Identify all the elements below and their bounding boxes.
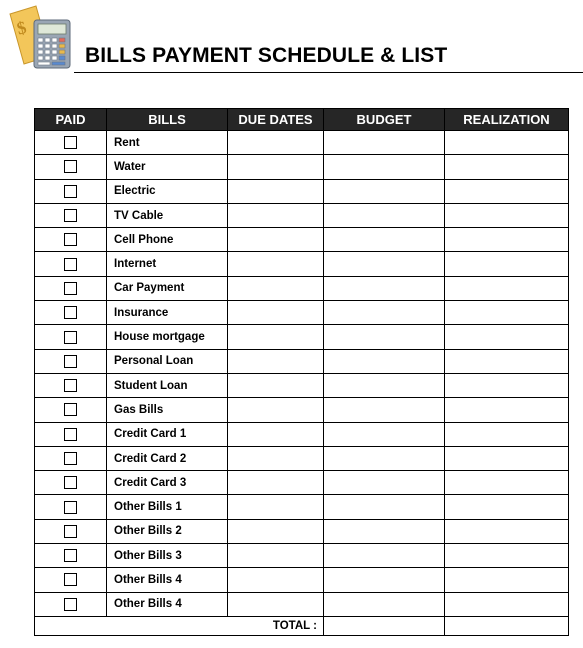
paid-cell <box>35 495 107 519</box>
paid-cell <box>35 398 107 422</box>
table-row <box>35 203 569 227</box>
paid-checkbox[interactable] <box>64 428 77 441</box>
table-row <box>35 568 569 592</box>
due-date-cell[interactable] <box>228 446 324 470</box>
due-date-cell[interactable] <box>228 276 324 300</box>
paid-cell <box>35 373 107 397</box>
table-row <box>35 252 569 276</box>
paid-checkbox[interactable] <box>64 452 77 465</box>
table-row <box>35 325 569 349</box>
budget-cell[interactable] <box>324 301 445 325</box>
budget-cell[interactable] <box>324 519 445 543</box>
table-row <box>35 592 569 616</box>
paid-checkbox[interactable] <box>64 209 77 222</box>
due-date-cell[interactable] <box>228 301 324 325</box>
total-row <box>35 616 569 635</box>
column-header-realization: REALIZATION <box>445 109 569 131</box>
budget-cell[interactable] <box>324 228 445 252</box>
due-date-cell[interactable] <box>228 398 324 422</box>
budget-cell[interactable] <box>324 349 445 373</box>
due-date-cell[interactable] <box>228 203 324 227</box>
budget-cell[interactable] <box>324 325 445 349</box>
realization-cell[interactable] <box>445 446 569 470</box>
bill-name: Other Bills 2 <box>107 519 228 543</box>
total-realization-cell[interactable] <box>445 616 569 635</box>
table-row <box>35 228 569 252</box>
table-header-row <box>35 109 569 131</box>
column-header-paid: PAID <box>35 109 107 131</box>
column-header-budget: BUDGET <box>324 109 445 131</box>
table-row <box>35 131 569 155</box>
budget-cell[interactable] <box>324 446 445 470</box>
realization-cell[interactable] <box>445 131 569 155</box>
table-row <box>35 471 569 495</box>
svg-text:$: $ <box>14 17 29 39</box>
paid-cell <box>35 131 107 155</box>
paid-cell <box>35 301 107 325</box>
realization-cell[interactable] <box>445 179 569 203</box>
table-row <box>35 373 569 397</box>
budget-cell[interactable] <box>324 131 445 155</box>
paid-checkbox[interactable] <box>64 233 77 246</box>
paid-cell <box>35 155 107 179</box>
paid-checkbox[interactable] <box>64 598 77 611</box>
realization-cell[interactable] <box>445 276 569 300</box>
due-date-cell[interactable] <box>228 228 324 252</box>
table-row <box>35 446 569 470</box>
paid-cell <box>35 592 107 616</box>
budget-cell[interactable] <box>324 179 445 203</box>
paid-checkbox[interactable] <box>64 476 77 489</box>
realization-cell[interactable] <box>445 325 569 349</box>
table-row <box>35 398 569 422</box>
realization-cell[interactable] <box>445 471 569 495</box>
page-title: BILLS PAYMENT SCHEDULE & LIST <box>85 44 448 67</box>
bill-name: Other Bills 1 <box>107 495 228 519</box>
budget-cell[interactable] <box>324 544 445 568</box>
realization-cell[interactable] <box>445 422 569 446</box>
paid-checkbox[interactable] <box>64 331 77 344</box>
paid-checkbox[interactable] <box>64 355 77 368</box>
bill-name: TV Cable <box>107 203 228 227</box>
bill-name: Student Loan <box>107 373 228 397</box>
due-date-cell[interactable] <box>228 471 324 495</box>
table-row <box>35 276 569 300</box>
bill-name: Cell Phone <box>107 228 228 252</box>
due-date-cell[interactable] <box>228 544 324 568</box>
budget-cell[interactable] <box>324 495 445 519</box>
bill-name: Other Bills 4 <box>107 568 228 592</box>
realization-cell[interactable] <box>445 155 569 179</box>
paid-cell <box>35 519 107 543</box>
bill-name: Insurance <box>107 301 228 325</box>
bill-name: Water <box>107 155 228 179</box>
paid-checkbox[interactable] <box>64 403 77 416</box>
due-date-cell[interactable] <box>228 519 324 543</box>
bill-name: House mortgage <box>107 325 228 349</box>
bill-name: Credit Card 2 <box>107 446 228 470</box>
budget-cell[interactable] <box>324 252 445 276</box>
paid-cell <box>35 325 107 349</box>
realization-cell[interactable] <box>445 544 569 568</box>
due-date-cell[interactable] <box>228 131 324 155</box>
paid-checkbox[interactable] <box>64 282 77 295</box>
column-header-bills: BILLS <box>107 109 228 131</box>
budget-cell[interactable] <box>324 155 445 179</box>
bill-name: Gas Bills <box>107 398 228 422</box>
total-budget-cell[interactable] <box>324 616 445 635</box>
paid-cell <box>35 203 107 227</box>
due-date-cell[interactable] <box>228 349 324 373</box>
realization-cell[interactable] <box>445 301 569 325</box>
realization-cell[interactable] <box>445 495 569 519</box>
bill-name: Other Bills 3 <box>107 544 228 568</box>
paid-cell <box>35 544 107 568</box>
paid-cell <box>35 276 107 300</box>
paid-cell <box>35 228 107 252</box>
paid-cell <box>35 252 107 276</box>
due-date-cell[interactable] <box>228 568 324 592</box>
table-row <box>35 519 569 543</box>
calculator-dollar-icon <box>6 4 74 70</box>
bill-name: Rent <box>107 131 228 155</box>
due-date-cell[interactable] <box>228 179 324 203</box>
realization-cell[interactable] <box>445 568 569 592</box>
bill-name: Car Payment <box>107 276 228 300</box>
paid-cell <box>35 349 107 373</box>
budget-cell[interactable] <box>324 398 445 422</box>
bill-name: Personal Loan <box>107 349 228 373</box>
budget-cell[interactable] <box>324 276 445 300</box>
table-row <box>35 495 569 519</box>
paid-cell <box>35 568 107 592</box>
table-row <box>35 422 569 446</box>
due-date-cell[interactable] <box>228 592 324 616</box>
paid-cell <box>35 179 107 203</box>
paid-checkbox[interactable] <box>64 160 77 173</box>
paid-cell <box>35 471 107 495</box>
due-date-cell[interactable] <box>228 495 324 519</box>
paid-checkbox[interactable] <box>64 136 77 149</box>
paid-checkbox[interactable] <box>64 306 77 319</box>
due-date-cell[interactable] <box>228 325 324 349</box>
budget-cell[interactable] <box>324 592 445 616</box>
due-date-cell[interactable] <box>228 373 324 397</box>
budget-cell[interactable] <box>324 422 445 446</box>
bill-name: Other Bills 4 <box>107 592 228 616</box>
title-divider <box>74 72 583 73</box>
budget-cell[interactable] <box>324 373 445 397</box>
table-row <box>35 544 569 568</box>
due-date-cell[interactable] <box>228 422 324 446</box>
realization-cell[interactable] <box>445 203 569 227</box>
realization-cell[interactable] <box>445 252 569 276</box>
table-row <box>35 349 569 373</box>
bill-name: Internet <box>107 252 228 276</box>
column-header-due-dates: DUE DATES <box>228 109 324 131</box>
due-date-cell[interactable] <box>228 155 324 179</box>
paid-cell <box>35 446 107 470</box>
table-row <box>35 301 569 325</box>
paid-checkbox[interactable] <box>64 525 77 538</box>
table-row <box>35 179 569 203</box>
budget-cell[interactable] <box>324 203 445 227</box>
paid-checkbox[interactable] <box>64 573 77 586</box>
realization-cell[interactable] <box>445 349 569 373</box>
table-row <box>35 155 569 179</box>
bills-table <box>34 108 569 636</box>
paid-checkbox[interactable] <box>64 549 77 562</box>
realization-cell[interactable] <box>445 398 569 422</box>
budget-cell[interactable] <box>324 471 445 495</box>
total-label: TOTAL : <box>35 616 324 635</box>
bill-name: Credit Card 1 <box>107 422 228 446</box>
bill-name: Credit Card 3 <box>107 471 228 495</box>
budget-cell[interactable] <box>324 568 445 592</box>
due-date-cell[interactable] <box>228 252 324 276</box>
realization-cell[interactable] <box>445 228 569 252</box>
realization-cell[interactable] <box>445 373 569 397</box>
paid-checkbox[interactable] <box>64 379 77 392</box>
realization-cell[interactable] <box>445 592 569 616</box>
paid-checkbox[interactable] <box>64 258 77 271</box>
paid-checkbox[interactable] <box>64 185 77 198</box>
realization-cell[interactable] <box>445 519 569 543</box>
paid-checkbox[interactable] <box>64 501 77 514</box>
paid-cell <box>35 422 107 446</box>
bill-name: Electric <box>107 179 228 203</box>
